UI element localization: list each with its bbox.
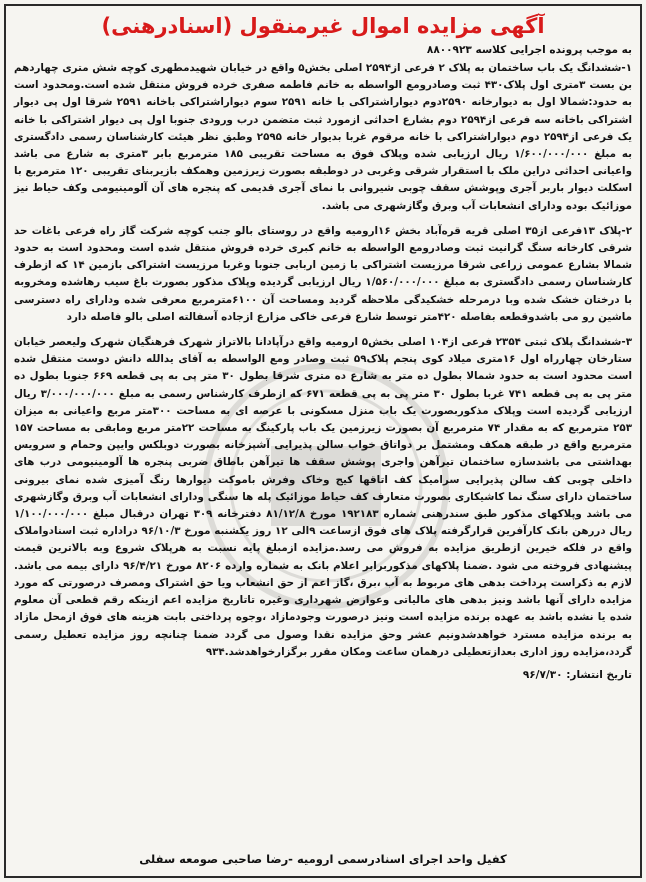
publish-date: تاریخ انتشار: ۹۶/۷/۳۰: [522, 668, 632, 681]
case-number-line: به موجب پرونده اجرایی کلاسه ۸۸۰۰۹۲۳: [426, 44, 632, 56]
property-item-3: ۳-ششدانگ پلاک ثبتی ۲۳۵۴ فرعی از۱۰۴ اصلی بخش۵ ارومیه واقع درآپادانا بالاتراز شهرک فرهنگیان شهرک ولیعصر خیابان ستارخان چهارراه اول ۱۶متری میلاد کوی پنجم پلاک۵۹ ثبت وصادر ومع الواسطه به آقای یدالله دانش دوست منتقل شده است محدود است به حدود شمالا بطول ده متر به شارع ده متری شرقا بطول ۳۰ متر پی به پی قطعه ۶۶۹ جنوبا بطول ده متر پی به پی قطعه ۷۴۱ غربا بطول ۳۰ متر پی به پی قطعه ۶۷۱ که ازطرف کارشناس رسمی به مبلغ ۳/۰۰۰/۰۰۰/۰۰۰ ریال ارزیابی گردیده است وپلاک مذکوربصورت یک باب منزل مسکونی با عرصه ای به مساحت ۳۰۰متر مربع واعیانی به میزان ۲۵۳ مترمربع که به مقدار ۷۴ مترمربع آن بصورت زیرزمین یک باب پارکینگ به مساحت ۲۲متر مربع ومابقی به مساحت ۱۵۷ مترمربع واقع در طبقه همکف ومشتمل بر دواتاق خواب سالن پذیرایی آشپزخانه بصورت دوبلکس وایپن وحمام و سرویس بهداشتی می باشدسازه ساختمان تیرآهن واجری پوشش سقف ها تیرآهن باطاق ضربی پنجره ها آلومینیومی درب های داخلی چوبی کف سالن پذیرایی سرامیک کف اتاقها کیج وخاک وفرش باموکت دیوارها رنگ آمیزی شده نمای بیرونی ساختمان دارای سنگ نما کاشیکاری بصورت متعارف کف حیاط موزائیک پله ها سنگی ودارای انشعابات آب وبرق وگازشهری می باشد وپلاکهای مذکور طبق سندرهنی شماره ۱۹۲۱۸۳ مورخ ۸۱/۱۲/۸ دفترخانه ۳۰۹ تهران درقبال مبلغ ۱/۱۰۰/۰۰۰/۰۰۰ ریال دررهن بانک کارآفرین قرارگرفته پلاک های فوق ازساعت ۹الی ۱۲ روز یکشنبه مورخ ۹۶/۱۰/۳ دراداره ثبت اسنادواملاک واقع در فلکه خیرین ازطریق مزایده به فروش می رسد.مزایده ازمبلغ پایه نسبت به هرپلاک شروع وبه بالاترین قیمت پیشنهادی فروخته می شود .ضمنا پلاکهای مذکوربرابر اعلام بانک به شماره وارده ۸۲۰۶ مورخ ۹۶/۴/۲۱ دارای بیمه می باشد. لازم به ذکراست پرداخت بدهی های مربوط به آب ،برق ،گاز اعم از حق انشعاب ویا حق اشتراک ومصرف درصورتی که مورد مزایده دارای آنها باشد ونیز بدهی های مالیاتی وعوارض شهرداری وغیره تاتاریخ مزایده اعم ازینکه رقم قطعی آن معلوم شده یا نشده باشد به عهده برنده مزایده است ونیز درصورت وجودمازاد ،وجوه پرداختی بابت هزینه های فوق ازمحل مازاد به برنده مزایده مسترد خواهدشدونیم عشر وحق مزایده نقدا وصول می گردد ضمنا چنانچه روز مزایده تعطیل رسمی گردد،مزایده روز اداری بعدازتعطیلی درهمان ساعت ومکان مقرر برگزارخواهدشد.۹۳۴: [14, 336, 632, 658]
property-item-1: ۱-ششدانگ یک باب ساختمان به پلاک ۲ فرعی از۲۵۹۴ اصلی بخش۵ واقع در خیابان شهیدمطهری کوچه شش متری چهاردهم بن بست ۳متری اول پلاک۴۳۰ ثبت وصادرومع الواسطه به خانم فاطمه صفری خرده فروش منتقل شده است.ومحدود است به حدود:شمالا اول به دیوارخانه ۲۵۹۰دوم دیواراشتراکی با خانه ۲۵۹۱ سوم دیواراشتراکی باخانه ۲۵۹۱ شرقا اول پی دیوار اشتراکی باخانه سه فرعی از۲۵۹۴ دوم بشارع احداثی ازمورد ثبت متضمن درب ورودی جنوبا اول پی دیوار اشتراکی با خانه یک فرعی از۲۵۹۴ دوم دیواراشتراکی با خانه مرقوم غربا بدیوار خانه ۲۵۹۵ وطبق نظر هیئت کارشناسان رسمی دادگستری به مبلغ ۱/۶۰۰/۰۰۰/۰۰۰ ریال ارزیابی شده وپلاک فوق به مساحت تقریبی ۱۸۵ مترمربع بابر ۳متری به شارع می باشد واعیانی احداثی دراین ملک با استقرار شرقی وغربی در دوطبقه بصورت زیرزمین وهمکف بازیربنای تقریبی ۱۲۰ مترمربع با اسکلت دیوار باربر آجری وپوشش سقف چوبی شیروانی با نمای آجری قدیمی که پنجره های آن آلومینیومی وکف حیاط نیز موزائیک بوده ودارای انشعابات آب وبرق وگازشهری می باشد.: [14, 62, 633, 212]
signature-footer: کفیل واحد اجرای اسنادرسمی ارومیه -رضا صاحبی صومعه سفلی: [139, 852, 507, 866]
notice-frame: [4, 4, 642, 878]
notice-title: آگهی مزایده اموال غیرمنقول (اسنادرهنی): [101, 14, 545, 38]
property-item-2: ۲-پلاک ۱۳فرعی از۳۵ اصلی قریه قره‌آباد بخش ۱۶ارومیه واقع در روستای بالو جنب کوچه شرکت گاز راه فرعی باغات حد شرقی کارخانه سنگ گرانیت ثبت وصادرومع الواسطه به خانم کبری خرده فروش منتقل شده است ومحدود است به حدود شمالا بشارع عمومی زراعی شرقا مرزیست اشتراکی با زمین اربابی جنوبا وغربا مرزیست اشتراکی بازمین ۱۴ که ازطرف کارشناسان رسمی دادگستری به مبلغ ۱/۵۶۰/۰۰۰/۰۰۰ ریال ارزیابی گردیده وپلاک مذکور بصورت باغ سیب رهاشده ومخروبه با درختان خشک شده وبا درمرحله خشکیدگی ملاحظه گردید ومساحت آن ۶۱۰۰مترمربع معرفی شده ودارای راه دسترسی ماشین رو می باشدوقطعه بفاصله ۴۲۰متر توسط شارع فرعی خاکی مزارع ازجاده آسفالته اصلی بالو فاصله دارد: [14, 224, 632, 323]
